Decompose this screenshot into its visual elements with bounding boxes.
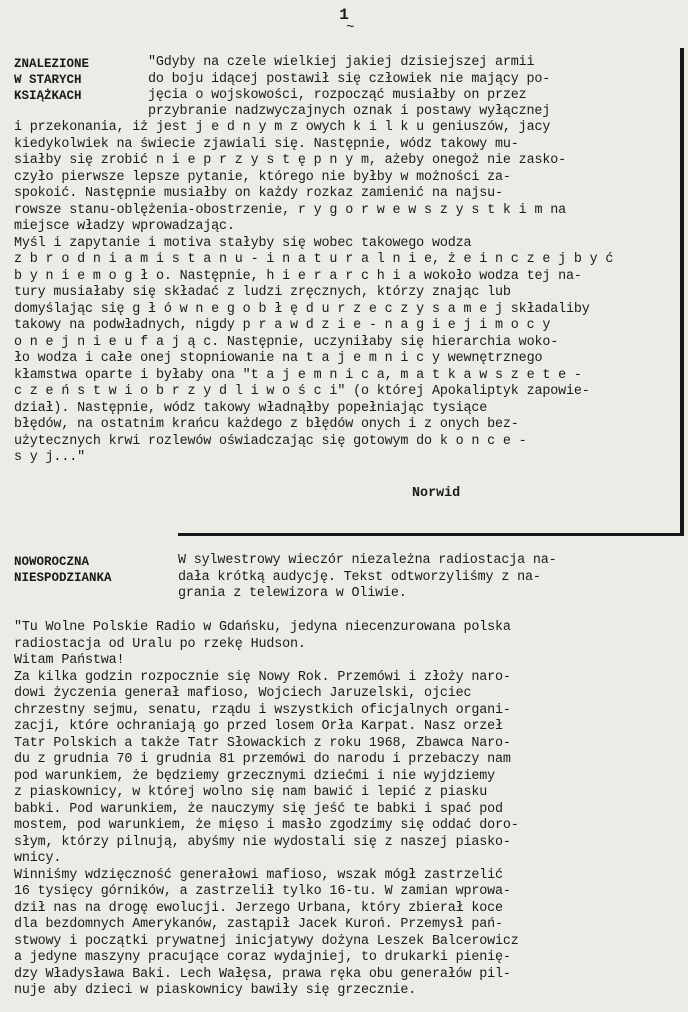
intro-line: W sylwestrowy wieczór niezależna radiostacja na- <box>178 553 557 568</box>
text-line: takowy na podwładnych, nigdy p r a w d z i e - n a g i e j i m o c y <box>14 318 551 333</box>
author-signature: Norwid <box>412 486 461 501</box>
horizontal-rule <box>178 533 684 536</box>
text-line: jęcia o wojskowości, rozpocząć musiałby on przez <box>148 88 527 103</box>
text-line: Myśl i zapytanie i motiva stałyby się wobec takowego wodza <box>14 236 472 251</box>
text-line: kłamstwa oparte i byłaby ona "t a j e m n i c a, m a t k a w s z e t e - <box>14 368 582 383</box>
text-line: i przekonania, iż jest j e d n y m z owych k i l k u geniuszów, jacy <box>14 120 551 135</box>
text-line: babki. Pod warunkiem, że nauczymy się jeść te babki i spać pod <box>14 802 503 817</box>
text-line: "Gdyby na czele wielkiej jakiej dzisiejszej armii <box>148 55 535 70</box>
text-line: dził nas na drogę ewolucji. Jerzego Urbana, który zbierał koce <box>14 901 503 916</box>
intro-line: grania z telewizora w Oliwie. <box>178 586 407 601</box>
text-line: przybranie nadzwyczajnych oznak i postawy wyłącznej <box>148 104 551 119</box>
vertical-rule <box>680 48 684 535</box>
text-line: mostem, pod warunkiem, że mięso i masło zgodzimy się oddać doro- <box>14 818 519 833</box>
text-line: radiostacja od Uralu po rzekę Hudson. <box>14 637 306 652</box>
section-label-new-year-surprise <box>14 554 112 586</box>
text-line: chrzestny sejmu, senatu, rządu i wszystkich oficjalnych organi- <box>14 703 511 718</box>
text-line: z piaskownicy, w której wolno się nam bawić i lepić z piasku <box>14 785 488 800</box>
text-line: wnicy. <box>14 851 62 866</box>
text-line: Witam Państwa! <box>14 653 125 668</box>
text-line: słym, którzy pilnują, abyśmy nie wydostali się z naszej piasko- <box>14 835 511 850</box>
text-line: s y j..." <box>14 450 85 465</box>
text-line: błędów, na ostatnim krańcu każdego z błędów onych i z onych bez- <box>14 417 519 432</box>
text-line: Winniśmy wdzięczność generałowi mafioso, wszak mógł zastrzelić <box>14 868 503 883</box>
text-line: dla bezdomnych Amerykanów, zastąpił Jacek Kuroń. Przemysł pań- <box>14 917 503 932</box>
text-line: "Tu Wolne Polskie Radio w Gdańsku, jedyna niecenzurowana polska <box>14 620 511 635</box>
text-line: b y n i e m o g ł o. Następnie, h i e r a r c h i a wokoło wodza tej na- <box>14 269 582 284</box>
section-label-found-in-old-books <box>14 56 89 104</box>
text-line: tury musiałaby się składać z ludzi zręcznych, którzy znając lub <box>14 285 511 300</box>
text-line: Za kilka godzin rozpocznie się Nowy Rok. Przemówi i złoży naro- <box>14 670 511 685</box>
text-line: spokoić. Następnie musiałby on każdy rozkaz zamienić na najsu- <box>14 186 503 201</box>
text-line: ło wodza i całe onej stopniowanie na t a j e m n i c y wewnętrznego <box>14 351 543 366</box>
text-line: dzy Władysława Baki. Lech Wałęsa, prawa ręka obu generałów pil- <box>14 967 511 982</box>
section-label-line: ZNALEZIONE <box>14 57 90 71</box>
text-line: pod warunkiem, że będziemy grzecznymi dziećmi i nie wyjdziemy <box>14 769 496 784</box>
text-line: siałby się zrobić n i e p r z y s t ę p n y m, ażeby onegoż nie zasko- <box>14 153 566 168</box>
text-line: czyło pierwsze lepsze pytanie, którego nie byłby w możności za- <box>14 170 511 185</box>
text-line: stwowy i początki prywatnej inicjatywy dożyna Leszek Balcerowicz <box>14 934 519 949</box>
text-line: Tatr Polskich a także Tatr Słowackich z roku 1968, Zbawca Naro- <box>14 736 511 751</box>
text-line: du z grudnia 70 i grudnia 81 przemówi do narodu i przebaczy nam <box>14 752 511 767</box>
text-line: c z e ń s t w i o b r z y d l i w o ś c i" (o której Apokaliptyk zapowie- <box>14 384 590 399</box>
text-line: dowi życzenia generał mafioso, Wojciech Jaruzelski, ojciec <box>14 686 472 701</box>
text-line: o n e j n i e u f a j ą c. Następnie, uczyniłaby się hierarchia woko- <box>14 335 559 350</box>
text-line: miejsce władzy wprowadzając. <box>14 219 235 234</box>
section-label-line: KSIĄŻKACH <box>14 89 82 103</box>
text-line: nuje aby dzieci w piaskownicy bawiły się grzecznie. <box>14 983 417 998</box>
section-label-line: NOWOROCZNA <box>14 555 90 569</box>
text-line: rowsze stanu-oblężenia-obostrzenie, r y g o r w e w s z y s t k i m na <box>14 203 566 218</box>
text-line: do boju idącej postawił się człowiek nie mający po- <box>148 72 551 87</box>
text-line: kiedykolwiek na świecie zjawiali się. Następnie, wódz takowy mu- <box>14 137 519 152</box>
intro-line: dała krótką audycję. Tekst odtworzyliśmy z na- <box>178 570 541 585</box>
text-line: a jedyne maszyny pracujące coraz wydajniej, to drukarki pienię- <box>14 950 511 965</box>
text-line: użytecznych krwi rozlewów oświadczając się gotowym do k o n c e - <box>14 434 527 449</box>
text-line: dział). Następnie, wódz takowy władnąłby popełniając tysiące <box>14 401 488 416</box>
text-line: 16 tysięcy górników, a zastrzelił tylko 16-tu. W zamian wprowa- <box>14 884 511 899</box>
section-label-line: NIESPODZIANKA <box>14 571 112 585</box>
text-line: z b r o d n i a m i s t a n u - i n a t u r a l n i e, ż e i n c z e j b y ć <box>14 252 614 267</box>
section-label-line: W STARYCH <box>14 73 82 87</box>
text-line: domyślając się g ł ó w n e g o b ł ę d u r z e c z y s a m e j składaliby <box>14 302 590 317</box>
text-line: zacji, które ochraniają go przed losem Orła Karpat. Nasz orzeł <box>14 719 503 734</box>
page-mark: ~ <box>346 20 355 36</box>
page-number: 1 <box>339 6 349 24</box>
